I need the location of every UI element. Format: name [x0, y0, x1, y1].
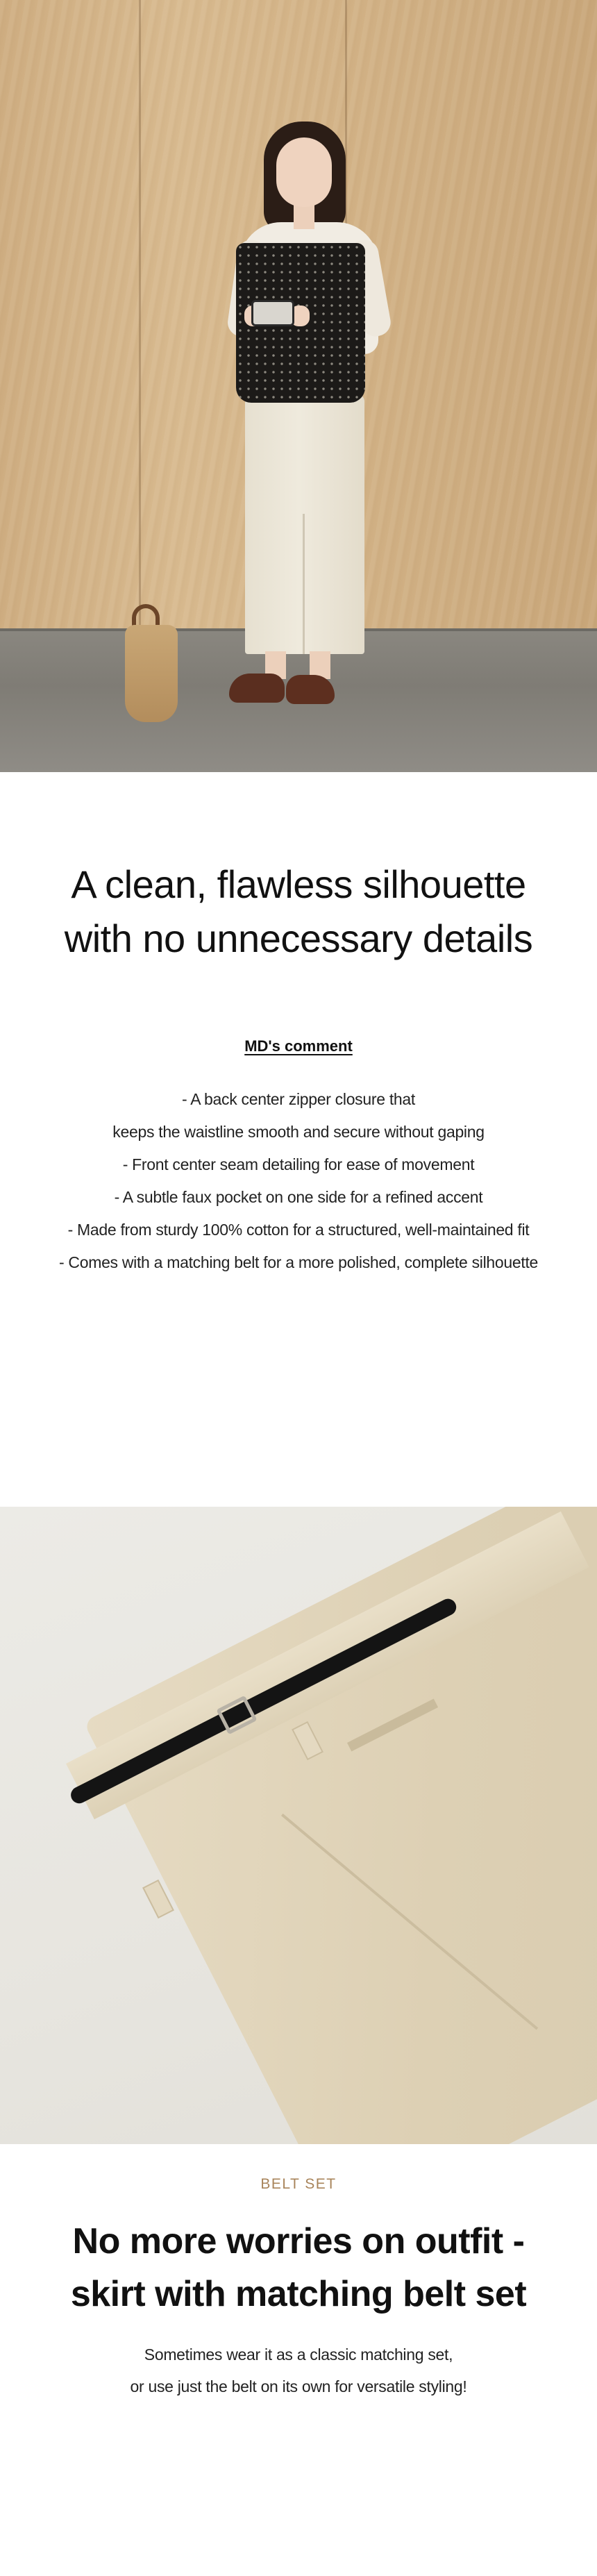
intro-headline-line1: A clean, flawless silhouette — [71, 862, 526, 906]
md-comment-title: MD's comment — [244, 1037, 353, 1055]
belt-set-desc-line1: Sometimes wear it as a classic matching set, — [144, 2345, 453, 2364]
md-comment-item: - Made from sturdy 100% cotton for a structured, well-maintained fit — [67, 1221, 530, 1239]
model-face — [276, 137, 332, 207]
skirt-front-seam — [303, 514, 305, 654]
belt-set-headline — [0, 2215, 597, 2320]
belt-set-headline-line2: skirt with matching belt set — [70, 2274, 527, 2314]
md-comment-list — [0, 1083, 597, 1279]
md-comment-item: - Comes with a matching belt for a more polished, complete silhouette — [58, 1253, 539, 1271]
wall-seam — [139, 0, 141, 628]
belt-set-headline-line1: No more worries on outfit - — [72, 2221, 525, 2261]
shoe-right — [286, 675, 335, 704]
intro-headline-line2: with no unnecessary details — [64, 917, 533, 960]
md-comment-item: - A subtle faux pocket on one side for a refined accent — [114, 1188, 483, 1206]
belt-set-tag: BELT SET — [260, 2176, 337, 2192]
md-comment-item: keeps the waistline smooth and secure without gaping — [112, 1123, 485, 1141]
model-skirt — [245, 394, 364, 654]
belt-set-desc-line2: or use just the belt on its own for versatile styling! — [130, 2377, 467, 2395]
md-comment-item: - Front center seam detailing for ease of movement — [122, 1155, 475, 1173]
straw-basket — [125, 625, 178, 722]
shoe-left — [229, 674, 285, 703]
skirt-flatlay-photo — [0, 1507, 597, 2144]
md-comment-item: - A back center zipper closure that — [182, 1090, 415, 1108]
hero-photo — [0, 0, 597, 772]
intro-headline — [0, 858, 597, 966]
camera — [251, 300, 294, 326]
belt-set-description — [0, 2339, 597, 2402]
